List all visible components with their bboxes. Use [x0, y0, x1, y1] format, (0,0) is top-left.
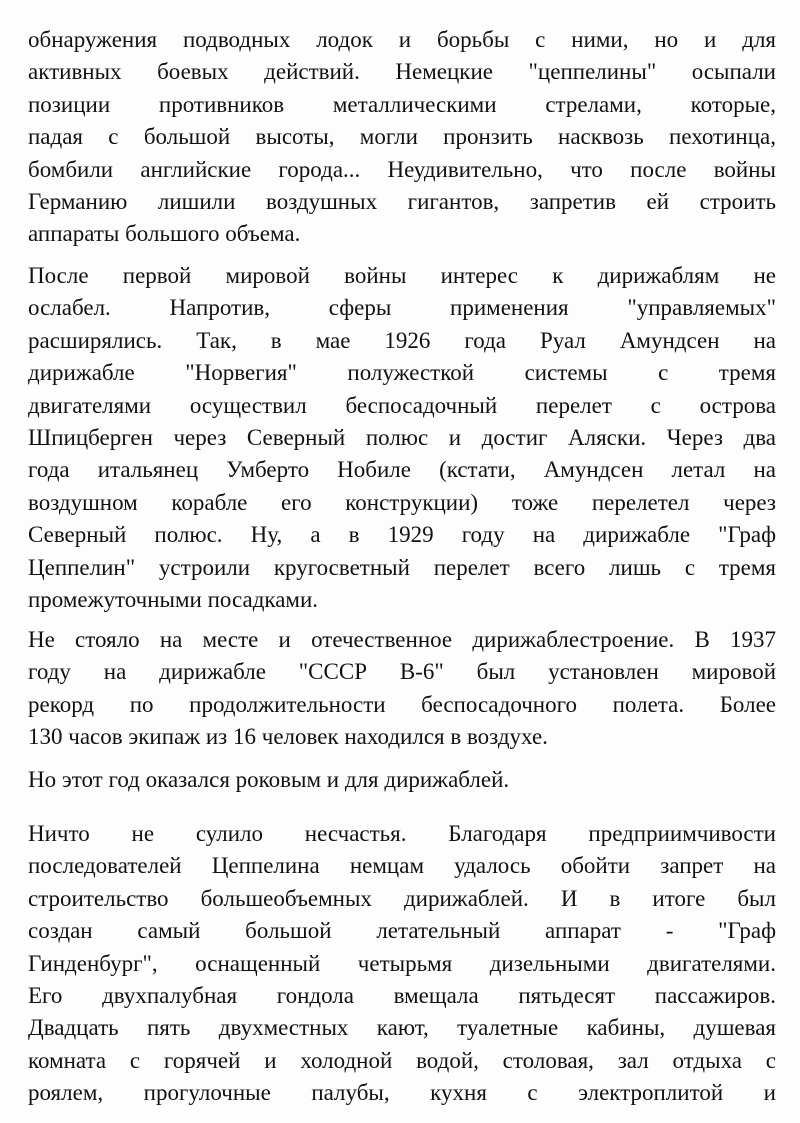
- text-line: промежуточными посадками.: [28, 586, 319, 612]
- text-line: комната с горячей и холодной водой, столовая, зал отдыха с: [28, 1047, 776, 1073]
- text-line: воздушном корабле его конструкции) тоже перелетел через: [28, 489, 776, 515]
- text-line: позиции противников металлическими стрелами, которые,: [28, 91, 776, 117]
- text-line: создан самый большой летательный аппарат - "Граф: [28, 918, 776, 944]
- text-line: расширялись. Так, в мае 1926 года Руал Амундсен на: [28, 327, 776, 353]
- text-line: года итальянец Умберто Нобиле (кстати, Амундсен летал на: [28, 457, 776, 483]
- text-line: После первой мировой войны интерес к дирижаблям не: [28, 263, 776, 288]
- text-line: ослабел. Напротив, сферы применения "управляемых": [28, 295, 776, 321]
- text-line: Не стояло на месте и отечественное дирижаблестроение. В 1937: [28, 627, 776, 652]
- text-line: строительство большеобъемных дирижаблей. И в итоге был: [28, 885, 776, 911]
- text-line: Ничто не сулило несчастья. Благодаря предприимчивости: [28, 821, 776, 846]
- text-line: аппараты большого объема.: [28, 221, 301, 247]
- text-line: Гинденбург", оснащенный четырьмя дизельными двигателями.: [28, 950, 776, 976]
- text-line: Его двухпалубная гондола вмещала пятьдесят пассажиров.: [28, 982, 776, 1008]
- paragraph-ussr-record: [28, 624, 776, 754]
- text-line: дирижабле "Норвегия" полужесткой системы с тремя: [28, 360, 776, 386]
- text-line: Цеппелин" устроили кругосветный перелет всего лишь с тремя: [28, 554, 776, 580]
- text-line: рекорд по продолжительности беспосадочного полета. Более: [28, 691, 776, 717]
- text-line: роялем, прогулочные палубы, кухня с электроплитой и: [28, 1080, 776, 1106]
- paragraph-postwar-flights: [28, 260, 776, 616]
- text-line: Северный полюс. Ну, а в 1929 году на дирижабле "Граф: [28, 522, 776, 548]
- text-line: последователей Цеппелина немцам удалось обойти запрет на: [28, 853, 776, 879]
- text-line: обнаружения подводных лодок и борьбы с ними, но и для: [28, 27, 776, 52]
- text-line: двигателями осуществил беспосадочный перелет с острова: [28, 392, 776, 418]
- paragraph-ww1-zeppelins: [28, 24, 776, 251]
- text-line: падая с большой высоты, могли пронзить насквозь пехотинца,: [28, 124, 776, 150]
- text-line: Шпицберген через Северный полюс и достиг Аляски. Через два: [28, 424, 776, 450]
- text-line: Двадцать пять двухместных кают, туалетные кабины, душевая: [28, 1015, 776, 1041]
- paragraph-fatal-year: [28, 764, 776, 796]
- paragraph-hindenburg: [28, 818, 776, 1110]
- text-line: 130 часов экипаж из 16 человек находился в воздухе.: [28, 724, 548, 750]
- text-line: Германию лишили воздушных гигантов, запретив ей строить: [28, 188, 776, 214]
- text-line: активных боевых действий. Немецкие "цеппелины" осыпали: [28, 59, 776, 85]
- text-line: Но этот год оказался роковым и для дирижаблей.: [28, 767, 510, 792]
- text-line: году на дирижабле "СССР В-6" был установлен мировой: [28, 659, 776, 685]
- text-line: бомбили английские города... Неудивительно, что после войны: [28, 156, 776, 182]
